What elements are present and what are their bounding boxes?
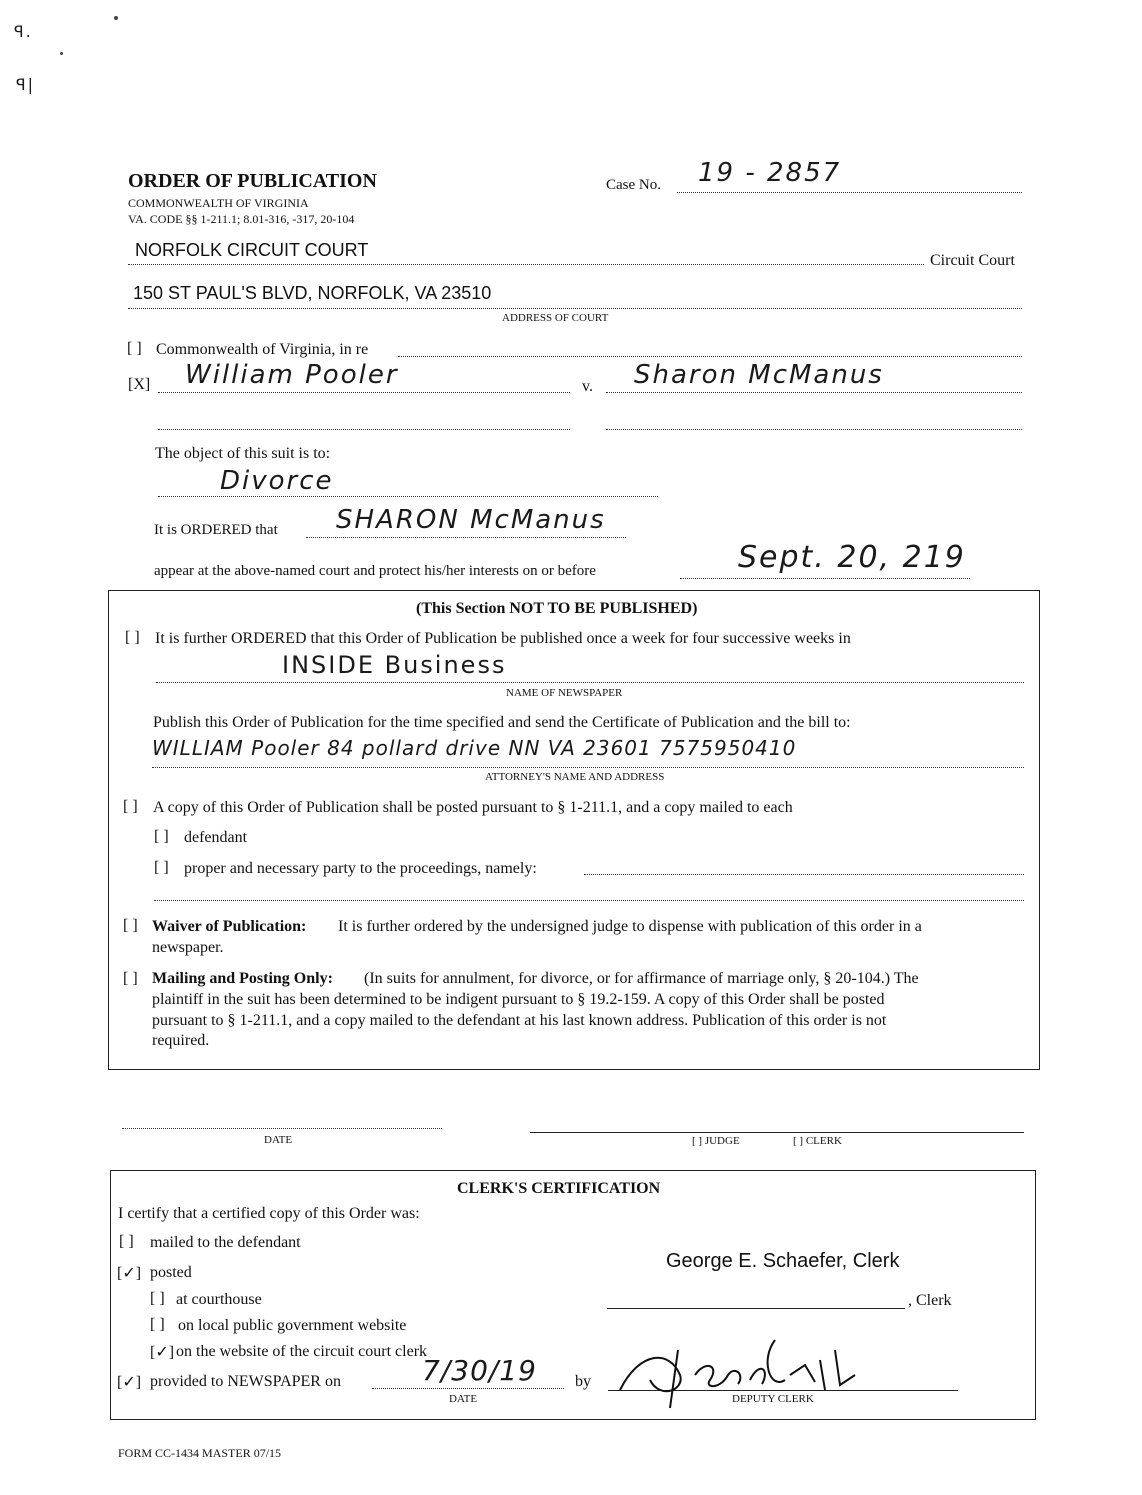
case-number-line [677,192,1022,193]
versus-label: v. [582,378,593,395]
section-heading: (This Section NOT TO BE PUBLISHED) [416,600,698,617]
posted-text: posted [150,1264,192,1281]
gov-website-text: on local public government website [178,1317,407,1334]
certification-heading: CLERK'S CERTIFICATION [457,1180,661,1197]
in-re-line [398,356,1022,357]
defendant-text: defendant [184,829,248,846]
deputy-clerk-label: DEPUTY CLERK [732,1393,814,1405]
newspaper-date-line [372,1388,564,1389]
case-number-label: Case No. [606,177,661,193]
plaintiff-line [158,392,570,393]
court-address-line [128,308,1022,309]
mailing-text-2: plaintiff in the suit has been determined to be indigent pursuant to § 19.2-159. A copy of this Order shall be posted [152,991,885,1008]
defendant-line-2 [606,429,1022,430]
publication-checkbox[interactable]: [ ] [125,629,140,646]
proper-party-checkbox[interactable]: [ ] [154,859,169,876]
commonwealth-checkbox[interactable]: [ ] [127,340,142,357]
mailing-checkbox[interactable]: [ ] [123,970,138,987]
by-label: by [575,1373,591,1390]
court-name[interactable]: NORFOLK CIRCUIT COURT [135,240,369,260]
ordered-line [306,537,626,538]
defendant-checkbox[interactable]: [ ] [154,828,169,845]
waiver-bold: Waiver of Publication: [152,918,307,935]
attorney-line [152,767,1024,768]
judge-signature-line [530,1132,1024,1133]
mailing-bold: Mailing and Posting Only: [152,970,333,987]
defendant-line [606,392,1022,393]
circuit-court-label: Circuit Court [930,252,1015,269]
judge-option[interactable]: [ ] JUDGE [692,1135,740,1147]
plaintiff-line-2 [158,429,570,430]
ordered-label: It is ORDERED that [154,522,278,538]
newspaper-name[interactable]: INSIDE Business [282,651,507,679]
form-id: FORM CC-1434 MASTER 07/15 [118,1446,282,1460]
posted-checkbox[interactable]: [✓] [117,1265,142,1282]
publication-text: It is further ORDERED that this Order of Publication be published once a week for four successive weeks in [155,630,851,647]
case-number-value[interactable]: 19 - 2857 [698,158,842,188]
newspaper-label: NAME OF NEWSPAPER [506,687,623,699]
court-address[interactable]: 150 ST PAUL'S BLVD, NORFOLK, VA 23510 [133,283,492,303]
copy-posted-text: A copy of this Order of Publication shall be posted pursuant to § 1-211.1, and a copy mailed to each [153,799,793,816]
corner-mark-1: ꟼ. [14,22,33,41]
newspaper-provided-checkbox[interactable]: [✓] [117,1374,142,1391]
commonwealth-label: COMMONWEALTH OF VIRGINIA [128,196,309,210]
clerk-suffix: , Clerk [908,1292,952,1309]
newspaper-provided-text: provided to NEWSPAPER on [150,1373,341,1390]
attorney-name-address[interactable]: WILLIAM Pooler 84 pollard drive NN VA 23601 7575950410 [152,736,797,760]
corner-mark-2: ꟼ| [16,75,36,94]
judge-date-label: DATE [264,1134,293,1146]
proper-party-line [584,874,1024,875]
appear-text: appear at the above-named court and protect his/her interests on or before [154,563,596,579]
clerk-option[interactable]: [ ] CLERK [793,1135,842,1147]
waiver-text: It is further ordered by the undersigned judge to dispense with publication of this order in a [338,918,922,935]
defendant-name[interactable]: Sharon McManus [634,360,884,390]
gov-website-checkbox[interactable]: [ ] [150,1316,165,1333]
scan-speck [60,52,63,55]
form-title: ORDER OF PUBLICATION [128,170,377,192]
clerk-name-line [607,1308,905,1309]
mailing-text-3: pursuant to § 1-211.1, and a copy mailed to the defendant at his last known address. Publication of this order is not [152,1012,887,1029]
waiver-checkbox[interactable]: [ ] [123,917,138,934]
appear-date-line [680,578,970,579]
copy-posted-checkbox[interactable]: [ ] [123,798,138,815]
plaintiff-name[interactable]: William Pooler [185,360,399,390]
judge-date-line [122,1128,442,1129]
court-name-line [128,264,924,265]
object-value[interactable]: Divorce [220,466,334,496]
appear-date[interactable]: Sept. 20, 219 [738,540,966,575]
attorney-label: ATTORNEY'S NAME AND ADDRESS [485,771,665,783]
courthouse-text: at courthouse [176,1291,262,1308]
certification-intro: I certify that a certified copy of this Order was: [118,1205,420,1222]
va-code: VA. CODE §§ 1-211.1; 8.01-316, -317, 20-104 [128,212,355,226]
newspaper-line [156,682,1024,683]
clerk-name-stamp: George E. Schaefer, Clerk [666,1250,900,1272]
proper-party-text: proper and necessary party to the proceedings, namely: [184,860,537,877]
parties-checkbox[interactable]: [X] [128,376,151,393]
commonwealth-in-re-text: Commonwealth of Virginia, in re [156,341,369,358]
mailed-checkbox[interactable]: [ ] [119,1233,134,1250]
courthouse-checkbox[interactable]: [ ] [150,1290,165,1307]
mailed-text: mailed to the defendant [150,1234,301,1251]
scan-speck [114,16,118,20]
proper-party-line-2 [154,900,1024,901]
newspaper-date-label: DATE [449,1393,478,1405]
object-line [158,496,658,497]
waiver-text-2: newspaper. [152,939,224,956]
court-address-label: ADDRESS OF COURT [502,312,609,324]
clerk-website-text: on the website of the circuit court clerk [176,1343,428,1360]
newspaper-date[interactable]: 7/30/19 [422,1354,537,1387]
mailing-text-4: required. [152,1032,210,1049]
mailing-text-1: (In suits for annulment, for divorce, or for affirmance of marriage only, § 20-104.) The [364,970,919,987]
send-certificate-text: Publish this Order of Publication for the time specified and send the Certificate of Publication and the bill to: [153,714,851,731]
ordered-name[interactable]: SHARON McManus [336,505,606,535]
object-label: The object of this suit is to: [155,445,331,462]
clerk-website-checkbox[interactable]: [✓] [150,1344,175,1361]
